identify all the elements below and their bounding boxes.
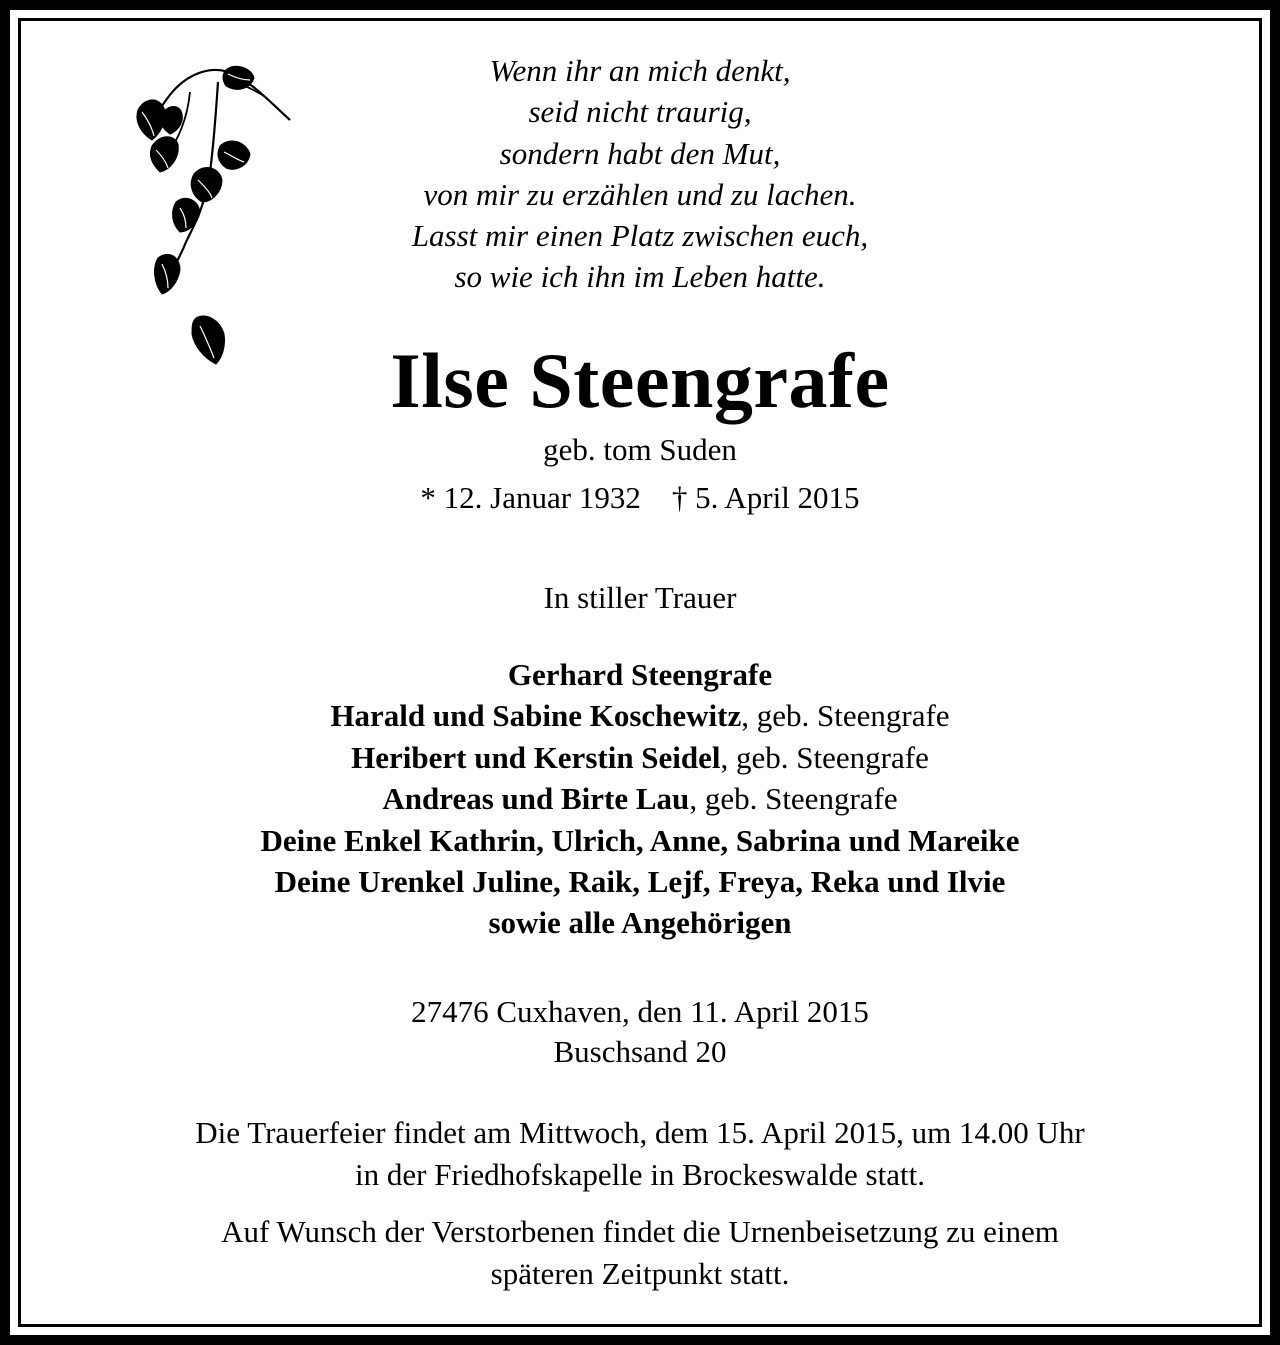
family-line (0, 778, 1280, 819)
date-spacer (641, 480, 672, 515)
family-names: Andreas und Birte Lau (382, 781, 690, 817)
urn-line: Auf Wunsch der Verstorbenen findet die Urnenbeisetzung zu einem (221, 1214, 1059, 1249)
funeral-notice (0, 1112, 1280, 1196)
family-line (0, 695, 1280, 736)
family-names: Gerhard Steengrafe (507, 657, 773, 692)
family-names: sowie alle Angehörigen (488, 905, 792, 941)
poem-line: Wenn ihr an mich denkt, (489, 53, 791, 88)
poem-line: so wie ich ihn im Leben hatte. (454, 259, 826, 295)
family-list (0, 654, 1280, 944)
death-date: † 5. April 2015 (671, 480, 860, 515)
life-dates (0, 478, 1280, 518)
urn-line: späteren Zeitpunkt statt. (490, 1256, 790, 1291)
deceased-name: Ilse Steengrafe (390, 337, 890, 424)
poem-line: sondern habt den Mut, (499, 135, 781, 171)
place-street: Buschsand 20 (553, 1034, 727, 1069)
birth-name: geb. tom Suden (543, 432, 737, 467)
family-line (0, 737, 1280, 778)
family-names: Harald und Sabine Koschewitz (330, 698, 742, 734)
family-line (0, 861, 1280, 902)
poem (0, 50, 1280, 298)
poem-line: von mir zu erzählen und zu lachen. (423, 176, 857, 212)
place-city-date: 27476 Cuxhaven, den 11. April 2015 (411, 994, 869, 1029)
family-names: Deine Enkel Kathrin, Ulrich, Anne, Sabrina und Mareike (260, 822, 1020, 858)
place-block (0, 992, 1280, 1072)
mourning-line: In stiller Trauer (543, 580, 737, 615)
family-line (0, 820, 1280, 861)
family-suffix: , geb. Steengrafe (741, 698, 950, 734)
family-names: Deine Urenkel Juline, Raik, Lejf, Freya, Reka und Ilvie (274, 864, 1006, 900)
urn-notice (0, 1211, 1280, 1295)
family-names: Heribert und Kerstin Seidel (351, 739, 721, 775)
family-line (0, 902, 1280, 943)
poem-line: seid nicht traurig, (528, 94, 752, 130)
birth-date: * 12. Januar 1932 (420, 480, 641, 515)
family-suffix: , geb. Steengrafe (720, 739, 929, 775)
funeral-line: Die Trauerfeier findet am Mittwoch, dem 15. April 2015, um 14.00 Uhr (195, 1115, 1085, 1150)
family-suffix: , geb. Steengrafe (689, 781, 898, 817)
poem-line: Lasst mir einen Platz zwischen euch, (411, 218, 869, 254)
family-line (0, 654, 1280, 695)
funeral-line: in der Friedhofskapelle in Brockeswalde statt. (355, 1157, 925, 1192)
